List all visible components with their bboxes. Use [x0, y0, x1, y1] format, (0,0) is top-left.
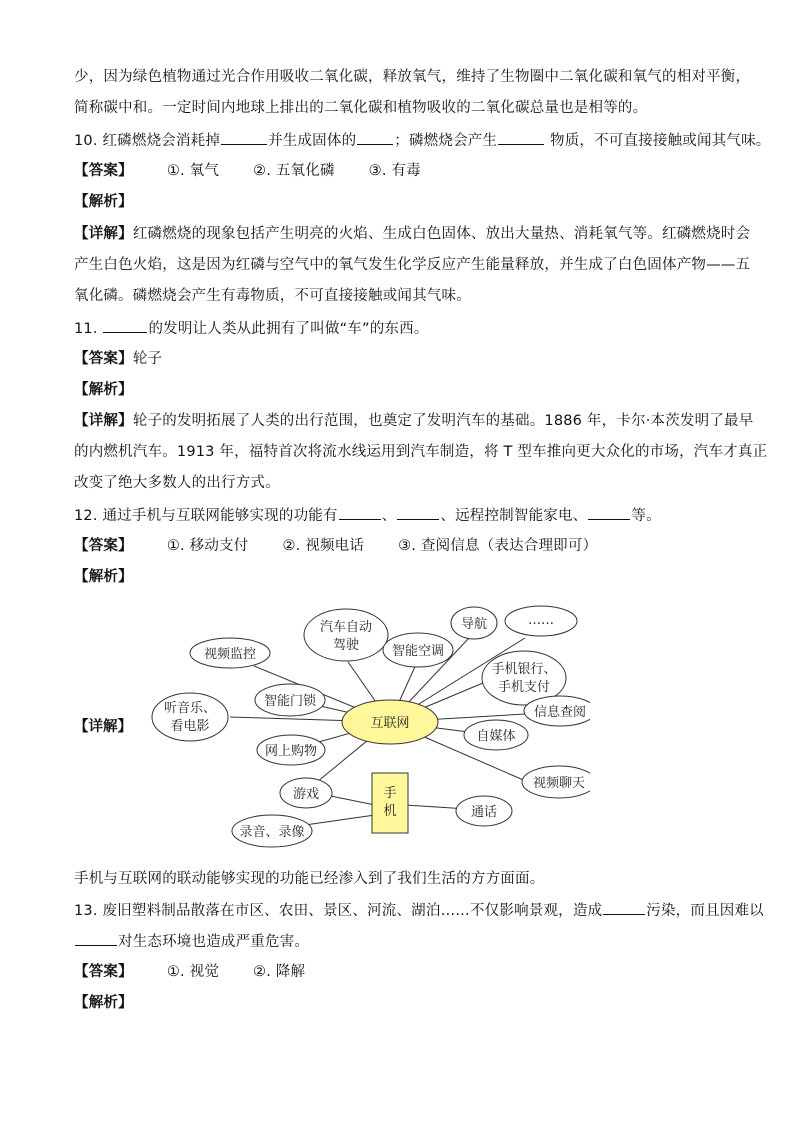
label-smart-lock: 智能门锁 [263, 694, 317, 709]
q11-detail-3: 改变了绝大多数人的出行方式。 [74, 475, 280, 491]
q10-blank-1 [221, 130, 267, 145]
q11-detail-2: 的内燃机汽车。1913 年，福特首次将流水线运用到汽车制造，将 T 型车推向更大众化的市场，汽车才真正 [74, 444, 768, 460]
label-banking-2: 手机支付 [497, 680, 551, 695]
label-video-chat: 视频聊天 [532, 776, 586, 791]
label-music-1: 听音乐、 [163, 701, 217, 716]
label-self-media: 自媒体 [476, 729, 516, 744]
q12-blank-1 [339, 505, 381, 520]
node-auto-drive [304, 609, 388, 661]
q12-blank-2 [397, 505, 439, 520]
label-phone-2: 机 [383, 804, 397, 819]
internet-mind-map [150, 600, 590, 850]
q11-detail-1 [74, 411, 753, 431]
label-banking-1: 手机银行、 [491, 662, 557, 677]
q10-detail-1 [74, 224, 750, 244]
label-ellipsis: …… [528, 613, 554, 628]
q12-answer-2: ②. 视频电话 [282, 538, 365, 554]
answer-label: 【答案】 [74, 964, 133, 980]
q11-answer-row [74, 349, 162, 369]
q12-text-4: 等。 [631, 508, 661, 524]
detail-label: 【详解】 [74, 413, 133, 429]
q10-answer-1: ①. 氧气 [166, 163, 220, 179]
label-navigation: 导航 [460, 617, 488, 632]
node-phone [372, 773, 408, 833]
q13-text-2: 污染，而且因难以 [646, 903, 764, 919]
q10-detail-text-1: 红磷燃烧的现象包括产生明亮的火焰、生成白色固体、放出大量热、消耗氧气等。红磷燃烧时会 [132, 226, 751, 242]
label-auto-drive-2: 驾驶 [332, 638, 360, 653]
answer-label: 【答案】 [74, 163, 133, 179]
q12-answer-1: ①. 移动支付 [166, 538, 249, 554]
answer-label: 【答案】 [74, 351, 133, 367]
label-record: 录音、录像 [239, 825, 305, 840]
q12-text-1: 12. 通过手机与互联网能够实现的功能有 [74, 508, 338, 524]
label-smart-ac: 智能空调 [391, 644, 445, 659]
q11-detail-text-1: 轮子的发明拓展了人类的出行范围，也奠定了发明汽车的基础。1886 年，卡尔·本茨发明了最早 [132, 413, 754, 429]
q10-text-4: 物质，不可直接接触或闻其气味。 [545, 133, 771, 149]
q12-blank-3 [588, 505, 630, 520]
q10-blank-2 [357, 130, 393, 145]
q10-text-2: 并生成固体的 [268, 133, 357, 149]
q12-text-3: 、远程控制智能家电、 [440, 508, 588, 524]
q11-text-2: 的发明让人类从此拥有了叫做“车”的东西。 [148, 321, 429, 337]
label-info-search: 信息查阅 [533, 705, 587, 720]
question-12 [74, 505, 661, 526]
label-auto-drive-1: 汽车自动 [319, 620, 373, 635]
detail-label: 【详解】 [74, 226, 133, 242]
q11-blank-1 [103, 318, 147, 333]
intro-line-2: 简称碳中和。一定时间内地球上排出的二氧化碳和植物吸收的二氧化碳总量也是相等的。 [74, 100, 648, 116]
answer-label: 【答案】 [74, 538, 133, 554]
question-11 [74, 318, 429, 339]
question-13-line-1 [74, 900, 764, 921]
q12-answer-row [74, 536, 597, 556]
question-13-line-2 [74, 931, 309, 952]
q12-answer-3: ③. 查阅信息（表达合理即可） [398, 538, 598, 554]
q13-analysis-label: 【解析】 [74, 995, 133, 1011]
label-video-monitor: 视频监控 [203, 647, 257, 662]
q10-blank-3 [498, 130, 544, 145]
q13-answer-row [74, 962, 305, 982]
q12-summary: 手机与互联网的联动能够实现的功能已经渗入到了我们生活的方方面面。 [74, 871, 545, 887]
q13-answer-1: ①. 视觉 [166, 964, 220, 980]
q13-blank-1 [603, 900, 645, 915]
label-phone-1: 手 [383, 786, 397, 801]
q10-text-1: 10. 红磷燃烧会消耗掉 [74, 133, 221, 149]
q11-answer: 轮子 [132, 351, 163, 367]
label-shopping: 网上购物 [264, 744, 318, 759]
q13-answer-2: ②. 降解 [253, 964, 306, 980]
q13-text-3: 对生态环境也造成严重危害。 [118, 934, 310, 950]
q11-analysis-label: 【解析】 [74, 382, 133, 398]
q10-answer-3: ③. 有毒 [368, 163, 421, 179]
q10-text-3: ；磷燃烧会产生 [394, 133, 498, 149]
label-internet: 互联网 [370, 716, 410, 731]
q10-detail-2: 产生白色火焰，这是因为红磷与空气中的氧气发生化学反应产生能量释放，并生成了白色固体产物——五 [74, 257, 751, 273]
q10-detail-3: 氧化磷。磷燃烧会产生有毒物质，不可直接接触或闻其气味。 [74, 288, 471, 304]
label-call: 通话 [470, 805, 498, 820]
intro-line-1: 少，因为绿色植物通过光合作用吸收二氧化碳，释放氧气，维持了生物圈中二氧化碳和氧气的相对平衡， [74, 69, 751, 85]
q11-text-1: 11. [74, 321, 103, 337]
q10-answer-row [74, 161, 421, 181]
label-game: 游戏 [292, 787, 320, 802]
q13-text-1: 13. 废旧塑料制品散落在市区、农田、景区、河流、湖泊……不仅影响景观，造成 [74, 903, 603, 919]
q10-analysis-label: 【解析】 [74, 194, 133, 210]
label-music-2: 看电影 [170, 719, 210, 734]
q12-text-2: 、 [381, 508, 397, 524]
q12-detail-label: 【详解】 [74, 719, 132, 735]
q13-blank-2 [75, 931, 117, 946]
q12-analysis-label: 【解析】 [74, 569, 133, 585]
question-10 [74, 130, 771, 151]
q10-answer-2: ②. 五氧化磷 [253, 163, 335, 179]
